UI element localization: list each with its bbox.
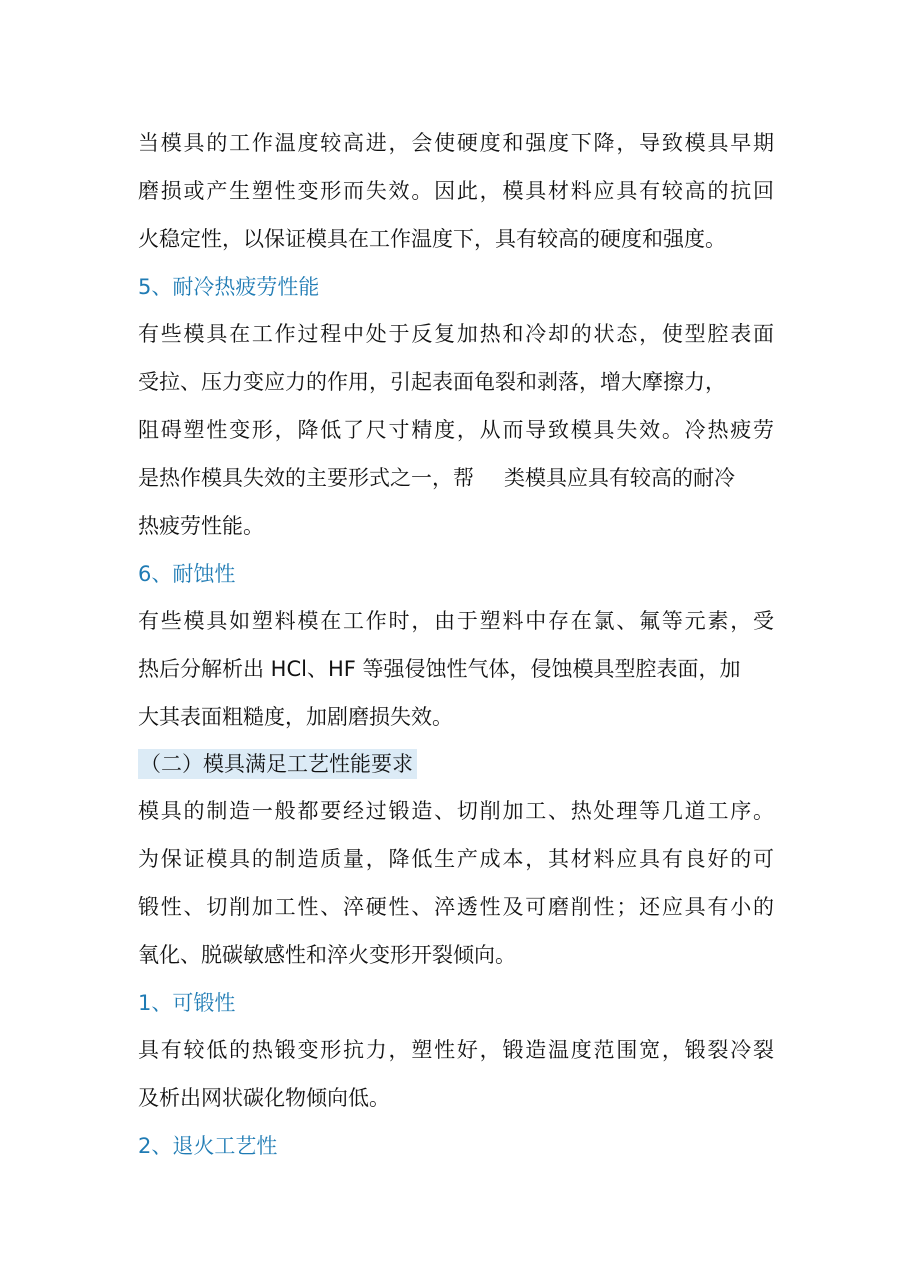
paragraph-line: 及析出网状碳化物倾向低。	[138, 1086, 390, 1110]
paragraph-line: 阻碍塑性变形，降低了尺寸精度，从而导致模具失效。冷热疲劳	[138, 418, 774, 442]
paragraph-line: 热后分解析出 HCl、HF 等强侵蚀性气体，侵蚀模具型腔表面，加	[138, 657, 741, 681]
paragraph-line	[138, 463, 774, 493]
section-heading-5: 5、耐冷热疲劳性能	[138, 275, 320, 299]
paragraph-line: 热疲劳性能。	[138, 514, 264, 538]
paragraph-line: 具有较低的热锻变形抗力，塑性好，锻造温度范围宽，锻裂冷裂	[138, 1038, 774, 1062]
paragraph-line: 有些模具在工作过程中处于反复加热和冷却的状态，使型腔表面	[138, 322, 774, 346]
paragraph-segment: 是热作模具失效的主要形式之一，帮	[138, 466, 474, 490]
paragraph-line: 当模具的工作温度较高进，会使硬度和强度下降，导致模具早期	[138, 131, 774, 155]
section-heading-1: 1、可锻性	[138, 991, 236, 1015]
paragraph-line: 磨损或产生塑性变形而失效。因此，模具材料应具有较高的抗回	[138, 179, 774, 203]
paragraph-segment: 类模具应具有较高的耐冷	[504, 466, 735, 490]
paragraph-line: 模具的制造一般都要经过锻造、切削加工、热处理等几道工序。	[138, 799, 774, 823]
section-heading-2: 2、退火工艺性	[138, 1134, 278, 1158]
paragraph-line: 有些模具如塑料模在工作时，由于塑料中存在氯、氟等元素，受	[138, 609, 774, 633]
section-heading-6: 6、耐蚀性	[138, 562, 236, 586]
paragraph-line: 火稳定性，以保证模具在工作温度下，具有较高的硬度和强度。	[138, 227, 726, 251]
paragraph-line: 大其表面粗糙度，加剧磨损失效。	[138, 705, 453, 729]
section-title-process-performance: （二）模具满足工艺性能要求	[138, 749, 417, 779]
paragraph-line: 受拉、压力变应力的作用，引起表面龟裂和剥落，增大摩擦力，	[138, 370, 726, 394]
paragraph-line: 锻性、切削加工性、淬硬性、淬透性及可磨削性；还应具有小的	[138, 895, 774, 919]
paragraph-line: 氧化、脱碳敏感性和淬火变形开裂倾向。	[138, 943, 516, 967]
paragraph-line: 为保证模具的制造质量，降低生产成本，其材料应具有良好的可	[138, 847, 774, 871]
